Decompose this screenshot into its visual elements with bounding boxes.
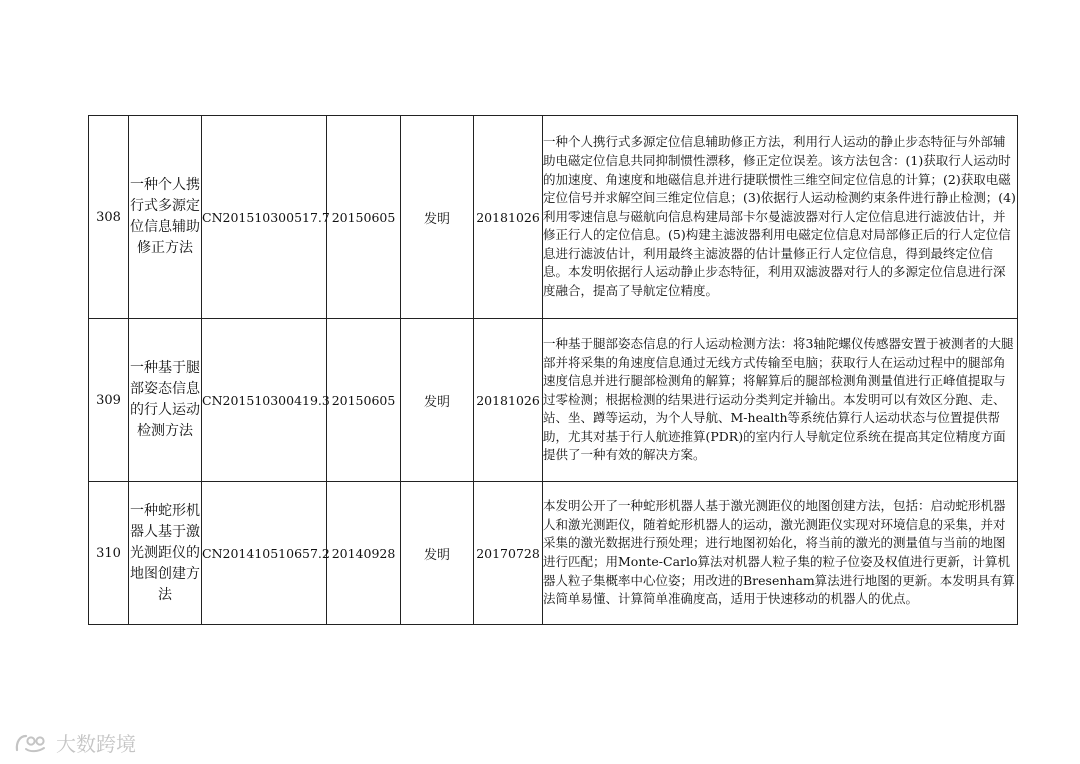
patent-title: 一种个人携行式多源定位信息辅助修正方法 [129, 116, 202, 319]
table-row [89, 116, 1018, 319]
publication-date: 20181026 [474, 319, 543, 482]
application-number: CN201510300517.7 [202, 116, 327, 319]
dashu-logo-icon [14, 732, 50, 754]
row-number: 310 [89, 482, 129, 625]
application-number: CN201410510657.2 [202, 482, 327, 625]
watermark [14, 728, 136, 757]
patent-type: 发明 [401, 116, 474, 319]
patent-abstract: 本发明公开了一种蛇形机器人基于激光测距仪的地图创建方法，包括：启动蛇形机器人和激光测距仪，随着蛇形机器人的运动，激光测距仪实现对环境信息的采集，并对采集的激光数据进行预处理；进行地图初始化，将当前的激光的测量值与当前的地图进行匹配；用Monte-Carlo算法对机器人粒子集的粒子位姿及权值进行更新，计算机器人粒子集概率中心位姿；用改进的Bresenham算法进行地图的更新。本发明具有算法简单易懂、计算简单准确度高，适用于快速移动的机器人的优点。 [543, 482, 1018, 625]
publication-date: 20181026 [474, 116, 543, 319]
row-number: 309 [89, 319, 129, 482]
application-date: 20140928 [327, 482, 401, 625]
table-row [89, 482, 1018, 625]
patent-title: 一种基于腿部姿态信息的行人运动检测方法 [129, 319, 202, 482]
application-date: 20150605 [327, 319, 401, 482]
application-date: 20150605 [327, 116, 401, 319]
application-number: CN201510300419.3 [202, 319, 327, 482]
patent-title: 一种蛇形机器人基于激光测距仪的地图创建方法 [129, 482, 202, 625]
patent-abstract: 一种个人携行式多源定位信息辅助修正方法，利用行人运动的静止步态特征与外部辅助电磁定位信息共同抑制惯性漂移，修正定位误差。该方法包含：(1)获取行人运动时的加速度、角速度和地磁信息并进行捷联惯性三维空间定位信息的计算；(2)获取电磁定位信号并求解空间三维定位信息；(3)依据行人运动检测约束条件进行静止检测；(4)利用零速信息与磁航向信息构建局部卡尔曼滤波器对行人定位信息进行滤波估计，并修正行人的定位信息。(5)构建主滤波器利用电磁定位信息对局部修正后的行人定位信息进行滤波估计，利用最终主滤波器的估计量修正行人定位信息，得到最终定位信息。本发明依据行人运动静止步态特征，利用双滤波器对行人的多源定位信息进行深度融合，提高了导航定位精度。 [543, 116, 1018, 319]
patent-table [88, 115, 1018, 625]
row-number: 308 [89, 116, 129, 319]
publication-date: 20170728 [474, 482, 543, 625]
patent-type: 发明 [401, 482, 474, 625]
patent-abstract: 一种基于腿部姿态信息的行人运动检测方法：将3轴陀螺仪传感器安置于被测者的大腿部并将采集的角速度信息通过无线方式传输至电脑；获取行人在运动过程中的腿部角速度信息并进行腿部检测角的解算；将解算后的腿部检测角测量值进行正峰值提取与过零检测；根据检测的结果进行运动分类判定并输出。本发明可以有效区分跑、走、站、坐、蹲等运动，为个人导航、M-health等系统估算行人运动状态与位置提供帮助，尤其对基于行人航迹推算(PDR)的室内行人导航定位系统在提高其定位精度方面提供了一种有效的解决方案。 [543, 319, 1018, 482]
patent-type: 发明 [401, 319, 474, 482]
watermark-text: 大数跨境 [56, 732, 136, 756]
table-row [89, 319, 1018, 482]
